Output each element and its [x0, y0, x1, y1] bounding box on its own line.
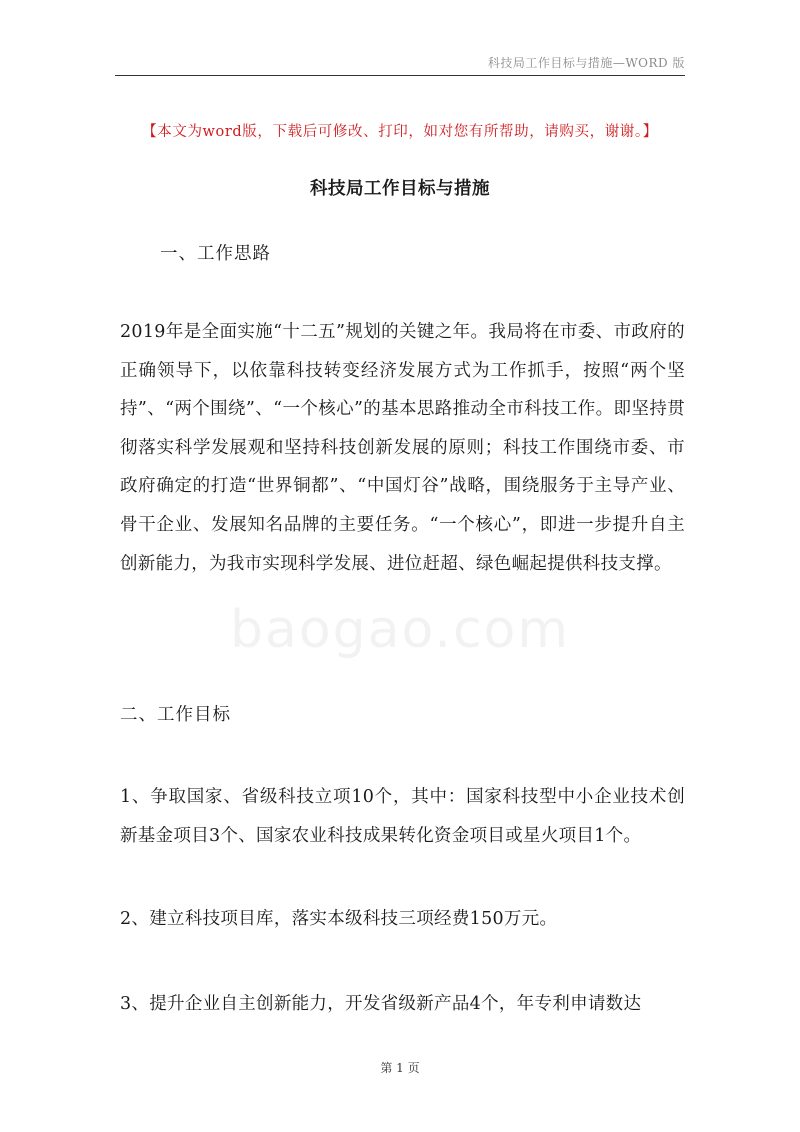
goal-item-1: 1、争取国家、省级科技立项10个，其中：国家科技型中小企业技术创新基金项目3个、国家农业科技成果转化资金项目或星火项目1个。: [120, 787, 685, 846]
goal-item-2: 2、建立科技项目库，落实本级科技三项经费150万元。: [120, 909, 558, 929]
header-divider: [115, 75, 685, 76]
paragraph-work-ideas: 2019年是全面实施“十二五”规划的关键之年。我局将在市委、市政府的正确领导下，以依靠科技转变经济发展方式为工作抓手，按照“两个坚持”、“两个围绕”、“一个核心”的基本思路推动全市科技工作。即坚持贯彻落实科学发展观和坚持科技创新发展的原则；科技工作围绕市委、市政府确定的打造“世界铜都”、“中国灯谷”战略，围绕服务于主导产业、骨干企业、发展知名品牌的主要任务。“一个核心”，即进一步提升自主创新能力，为我市实现科学发展、进位赶超、绿色崛起提供科技支撑。: [120, 322, 685, 574]
section-heading-work-goals: 二、工作目标: [120, 705, 231, 725]
goal-item-3: 3、提升企业自主创新能力，开发省级新产品4个，年专利申请数达: [120, 994, 642, 1014]
section-heading-work-ideas: 一、工作思路: [160, 244, 271, 264]
page-number: 第 1 页: [380, 1061, 420, 1075]
watermark: baogao.com: [229, 600, 571, 660]
purchase-notice: 【本文为word版，下载后可修改、打印，如对您有所帮助，请购买，谢谢。】: [142, 124, 658, 140]
running-header: 科技局工作目标与措施—WORD 版: [487, 56, 685, 70]
document-title: 科技局工作目标与措施: [310, 179, 490, 199]
